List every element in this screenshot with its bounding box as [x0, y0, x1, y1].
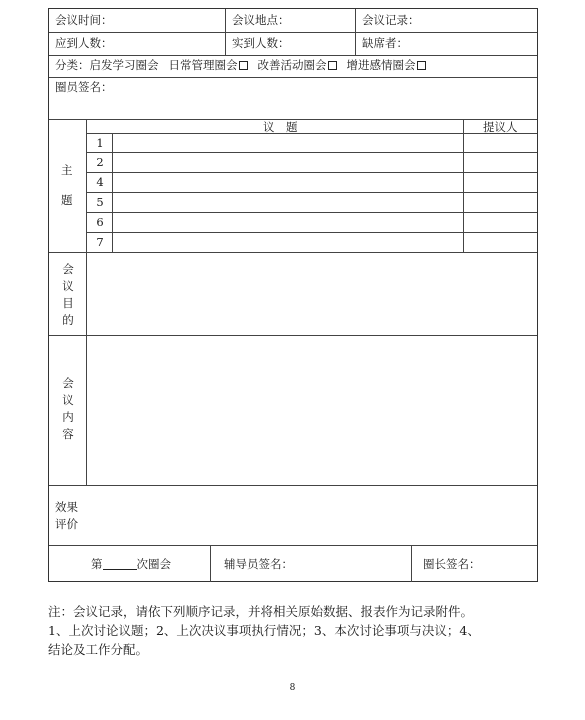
col-divider — [355, 9, 356, 55]
meeting-time-label: 会议时间： — [55, 13, 113, 27]
advisor-signature-label: 辅导员签名： — [224, 557, 293, 571]
row-divider — [86, 152, 537, 153]
col-divider — [225, 9, 226, 55]
member-signature-label: 圈员签名： — [55, 80, 113, 94]
note-line: 结论及工作分配。 — [48, 642, 149, 657]
topic-side-label: 题 — [61, 193, 73, 207]
row-divider — [86, 192, 537, 193]
topic-row-number: 7 — [96, 235, 104, 249]
absentees-label: 缺席者： — [362, 36, 408, 50]
evaluation-line: 效果 — [55, 500, 78, 514]
row-divider — [49, 55, 537, 56]
row-divider — [49, 545, 537, 546]
form-note — [48, 602, 548, 659]
topic-header: 议 题 — [263, 120, 298, 134]
purpose-char: 会 — [62, 262, 74, 276]
category-option-improve: 改善活动圈会 — [257, 58, 327, 72]
row-divider — [86, 172, 537, 173]
category-option-study: 启发学习圈会 — [89, 58, 159, 72]
checkbox-daily[interactable] — [239, 61, 248, 70]
topic-row-number: 5 — [96, 195, 104, 209]
session-number-field — [91, 559, 171, 571]
meeting-record-form — [48, 8, 538, 582]
row-divider — [49, 252, 537, 253]
col-divider — [411, 545, 412, 582]
checkbox-bond[interactable] — [417, 61, 426, 70]
meeting-recorder-label: 会议记录： — [362, 13, 420, 27]
purpose-char: 的 — [62, 313, 74, 327]
content-char: 内 — [62, 410, 74, 424]
evaluation-line: 评价 — [55, 517, 78, 531]
topic-row-number: 2 — [96, 155, 104, 169]
row-divider — [86, 133, 537, 134]
topic-row-number: 1 — [96, 136, 104, 150]
session-prefix: 第 — [91, 557, 103, 571]
note-line: 1、上次讨论议题；2、上次决议事项执行情况；3、本次讨论事项与决议；4、 — [48, 623, 480, 638]
page-number: 8 — [289, 683, 296, 693]
meeting-purpose-label — [60, 261, 76, 329]
row-divider — [49, 32, 537, 33]
note-line: 注：会议记录，请依下列顺序记录，并将相关原始数据、报表作为记录附件。 — [48, 604, 474, 619]
col-divider — [463, 119, 464, 252]
content-char: 容 — [62, 427, 74, 441]
row-divider — [86, 232, 537, 233]
category-option-bond: 增进感情圈会 — [346, 58, 416, 72]
purpose-char: 目 — [62, 296, 74, 310]
meeting-place-label: 会议地点： — [232, 13, 290, 27]
purpose-char: 议 — [62, 279, 74, 293]
category-row — [55, 60, 426, 72]
col-divider — [86, 119, 87, 485]
row-divider — [49, 335, 537, 336]
col-divider — [210, 545, 211, 582]
row-divider — [49, 485, 537, 486]
checkbox-improve[interactable] — [328, 61, 337, 70]
expected-count-label: 应到人数： — [55, 36, 113, 50]
evaluation-label — [55, 499, 78, 533]
meeting-content-label — [60, 375, 76, 443]
content-char: 会 — [62, 376, 74, 390]
content-char: 议 — [62, 393, 74, 407]
row-divider — [49, 77, 537, 78]
row-divider — [86, 212, 537, 213]
topic-row-number: 6 — [96, 215, 104, 229]
topic-side-label: 主 — [61, 163, 73, 177]
session-suffix: 次圈会 — [136, 557, 171, 571]
proposer-header: 提议人 — [483, 120, 518, 134]
topic-row-number: 4 — [96, 175, 104, 189]
session-number-blank[interactable] — [103, 559, 137, 570]
category-option-daily: 日常管理圈会 — [168, 58, 238, 72]
leader-signature-label: 圈长签名： — [423, 557, 481, 571]
category-label: 分类： — [55, 58, 90, 72]
actual-count-label: 实到人数： — [232, 36, 290, 50]
col-divider — [112, 133, 113, 252]
